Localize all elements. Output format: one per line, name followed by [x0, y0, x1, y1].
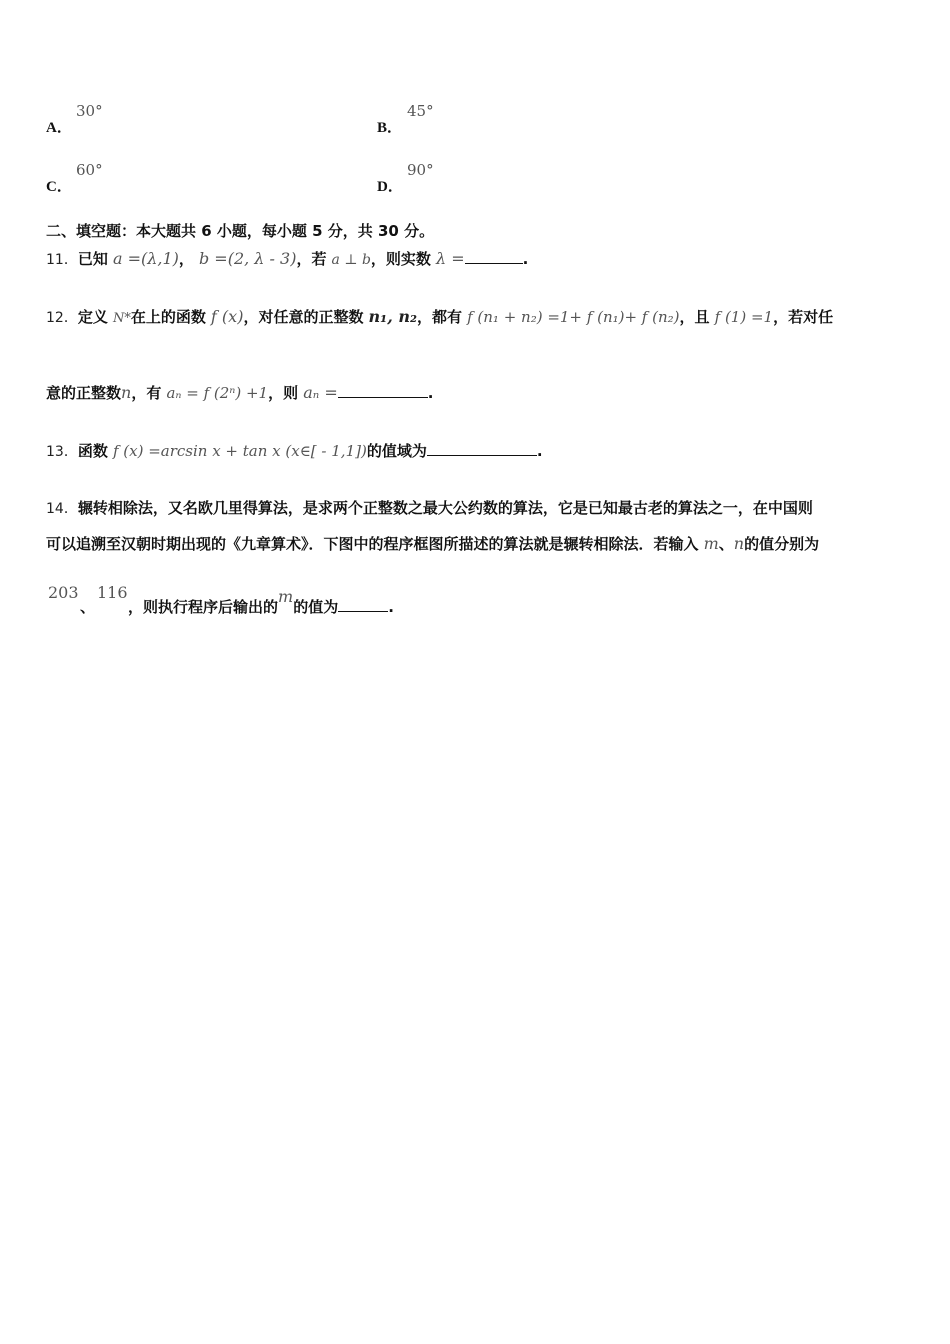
question-text: ，则: [268, 384, 299, 402]
question-number: 12．: [46, 310, 78, 326]
answer-blank[interactable]: [338, 597, 388, 612]
question-text: 在上的函数: [130, 308, 206, 326]
question-text: ，且: [679, 308, 710, 326]
vector-b-expr: b =(2, λ - 3): [198, 249, 297, 268]
option-d-label: D．: [377, 179, 403, 195]
question-text: 的值域为: [366, 442, 427, 460]
function-expr: f (x) =arcsin x + tan x (x∈[ - 1,1]): [112, 442, 367, 460]
answer-blank[interactable]: [338, 383, 428, 398]
question-text: 意的正整数: [46, 384, 122, 402]
input-value-n: 116: [97, 583, 128, 602]
question-text: ，则实数: [370, 250, 431, 268]
question-number: 13．: [46, 444, 78, 460]
question-text: 、: [718, 535, 734, 553]
option-a-value: 30°: [76, 102, 103, 120]
question-text: ，则执行程序后输出的: [128, 598, 279, 616]
m-var: m: [703, 534, 719, 553]
question-14-line-2: [46, 533, 819, 554]
answer-blank[interactable]: [427, 441, 537, 456]
answer-blank[interactable]: [465, 249, 523, 264]
option-c-value: 60°: [76, 161, 103, 179]
question-13: [46, 440, 543, 461]
domain-expr: N*: [112, 311, 131, 326]
question-number: 11．: [46, 252, 78, 268]
input-value-m: 203: [48, 583, 79, 602]
initial-value-expr: f (1) =1: [714, 308, 774, 326]
question-text: .: [388, 598, 394, 616]
option-b-label: B．: [377, 120, 403, 136]
function-expr: f (x): [210, 307, 244, 326]
question-text: ，都有: [416, 308, 462, 326]
n-var: n: [733, 534, 745, 553]
question-text: .: [427, 384, 434, 402]
question-text: 的值分别为: [744, 535, 820, 553]
question-12-line-2: [46, 382, 433, 403]
question-text: ，对任意的正整数: [243, 308, 364, 326]
perpendicular-expr: a ⊥ b: [331, 252, 371, 268]
question-12-line-1: [46, 306, 833, 327]
lambda-expr: λ =: [436, 249, 465, 268]
option-c-label: C．: [46, 179, 72, 195]
option-a-label: A．: [46, 120, 72, 136]
n-var: n: [121, 383, 132, 402]
question-text: 可以追溯至汉朝时期出现的《九章算术》．下图中的程序框图所描述的算法就是辗转相除法．若输入: [46, 535, 699, 553]
option-d-value: 90°: [407, 161, 434, 179]
question-text: 辗转相除法，又名欧几里得算法，是求两个正整数之最大公约数的算法，它是已知最古老的算法之一，在中国则: [77, 499, 813, 517]
question-14-line-3: [128, 587, 394, 617]
an-expr: aₙ =: [303, 383, 338, 402]
question-text: ，有: [131, 384, 162, 402]
question-text: ，: [178, 250, 194, 268]
question-text: 函数: [77, 442, 108, 460]
question-number: 14．: [46, 501, 78, 517]
question-text: .: [522, 250, 529, 268]
n1-n2-expr: n₁, n₂: [368, 307, 417, 326]
question-text: 定义: [77, 308, 108, 326]
functional-equation: f (n₁ + n₂) =1+ f (n₁)+ f (n₂): [467, 308, 680, 326]
question-14-line-1: [46, 497, 813, 518]
option-b-value: 45°: [407, 102, 434, 120]
question-text: ，若: [296, 250, 327, 268]
section-heading: 二、填空题：本大题共 6 小题，每小题 5 分，共 30 分。: [46, 222, 435, 240]
question-text: .: [536, 442, 543, 460]
sequence-def-expr: aₙ = f (2ⁿ) +1: [166, 384, 269, 402]
separator: 、: [80, 598, 96, 616]
m-var: m: [278, 587, 294, 606]
question-text: 的值为: [293, 598, 339, 616]
question-text: 已知: [77, 250, 108, 268]
question-11: [46, 248, 528, 269]
vector-a-expr: a =(λ,1): [112, 249, 179, 268]
question-text: ，若对任: [773, 308, 834, 326]
